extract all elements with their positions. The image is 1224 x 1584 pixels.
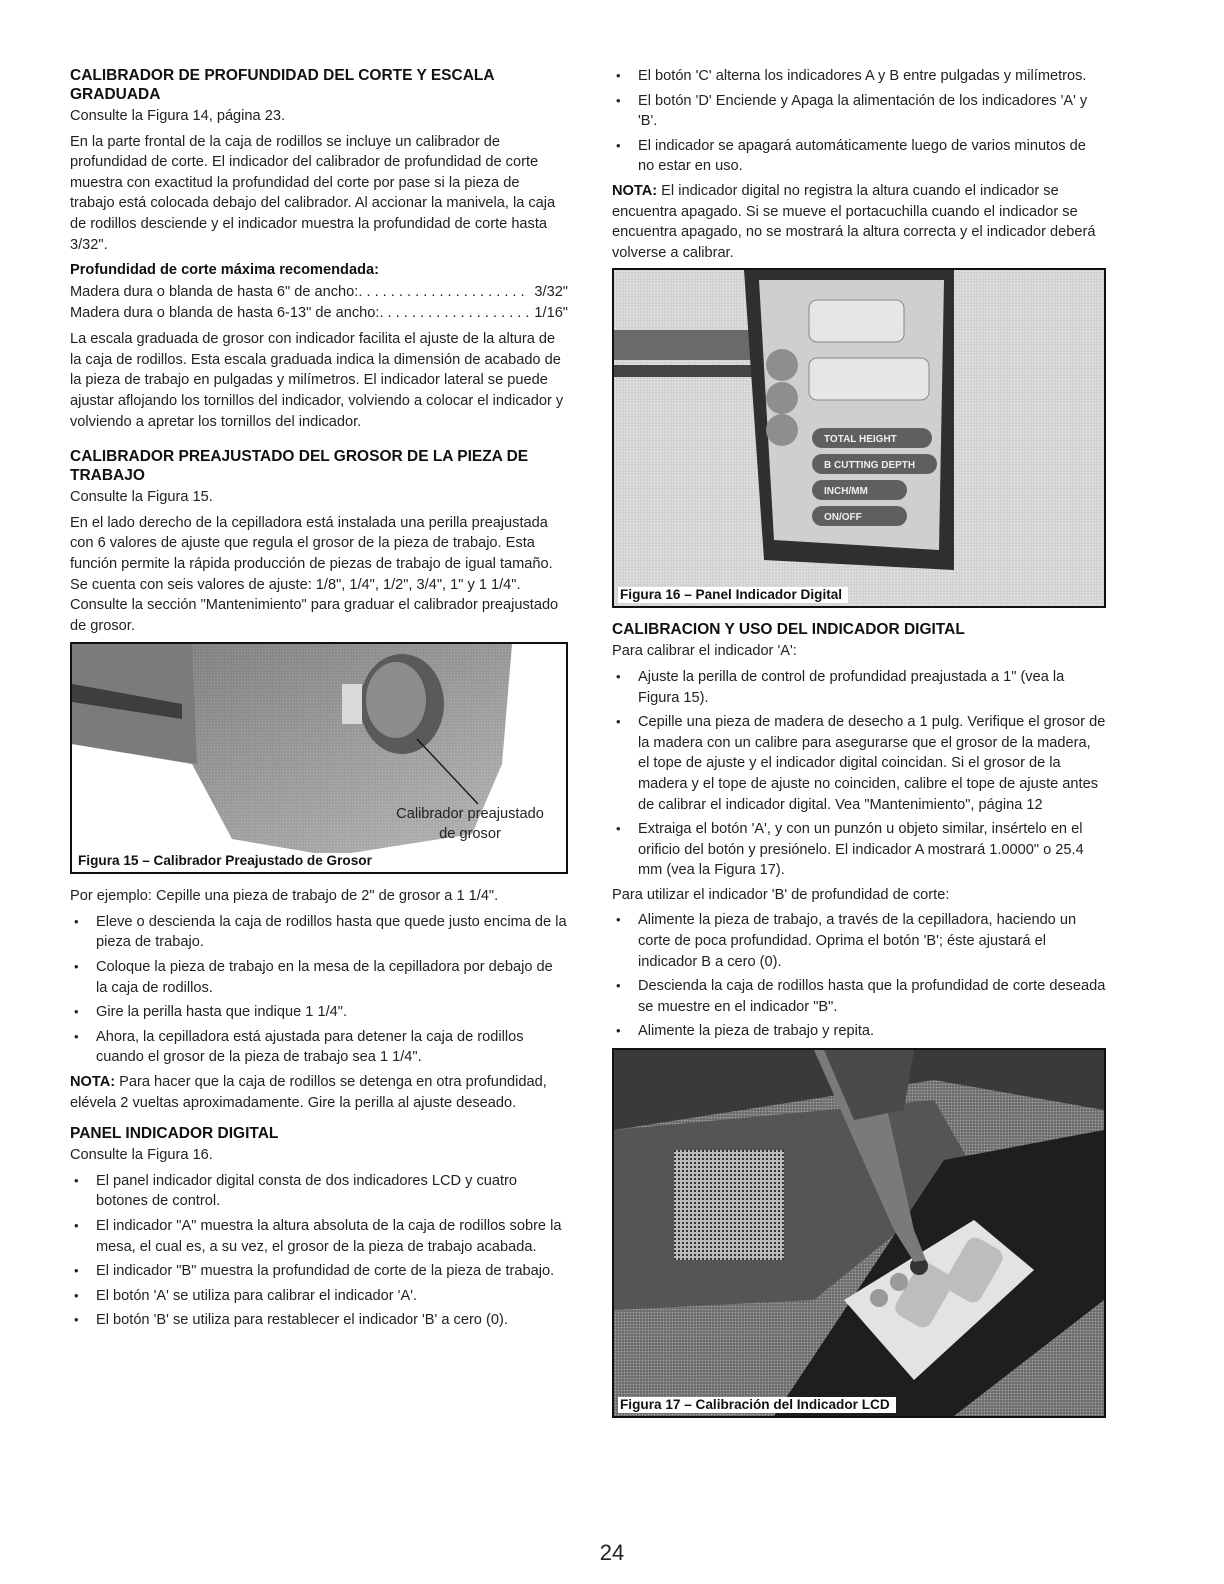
section-title-calibration: CALIBRACION Y USO DEL INDICADOR DIGITAL [612, 621, 965, 639]
figure-15-callout [372, 804, 568, 844]
bullet-list-panel [70, 1171, 568, 1331]
note-label: NOTA: [70, 1074, 116, 1091]
figure-16-illustration [614, 270, 1104, 606]
list-item: • El botón 'C' alterna los indicadores A y B entre pulgadas y milímetros. [612, 66, 1106, 87]
left-column [70, 66, 568, 1335]
paragraph: En el lado derecho de la cepilladora está instalada una perilla preajustada con 6 valores de ajuste que regula el grosor de la pieza de trabajo. Esta función permite la rápida producción de piezas de trabajo de igual tamaño. Se cuenta con seis valores de ajuste: 1/8", 1/4", 1/2", 3/4", 1" y 1 1/4". Consulte la sección "Mantenimiento" para graduar el calibrador preajustado de grosor. [70, 514, 559, 634]
bullet-list-use-b [612, 910, 1106, 1042]
figure-17-caption: Figura 17 – Calibración del Indicador LCD [618, 1397, 896, 1413]
list-item: • El indicador "A" muestra la altura absoluta de la caja de rodillos sobre la mesa, el cual es, a su vez, el grosor de la pieza de trabajo acabada. [70, 1216, 568, 1257]
list-item: • Gire la perilla hasta que indique 1 1/4". [70, 1002, 568, 1023]
panel-label-on-off: ON/OFF [824, 512, 862, 524]
list-item: • El indicador "B" muestra la profundidad de corte de la pieza de trabajo. [70, 1261, 568, 1282]
note-paragraph [70, 1072, 568, 1113]
figure-17-illustration [614, 1050, 1104, 1416]
note-paragraph [612, 181, 1106, 263]
list-item: • Cepille una pieza de madera de desecho a 1 pulg. Verifique el grosor de la madera con un calibre para asegurarse que el grosor de la madera, el tope de ajuste y el indicador digital coincidan. Si el grosor de la madera y el tope de ajuste no coinciden, calibre el tope de ajuste antes de calibrar el indicador digital. Vea "Mantenimiento", página 12 [612, 712, 1106, 815]
spec-label: Madera dura o blanda de hasta 6" de ancho: [70, 284, 359, 301]
intro-paragraph: Para calibrar el indicador 'A': [612, 643, 797, 660]
figure-16 [612, 268, 1106, 608]
list-item: • El panel indicador digital consta de dos indicadores LCD y cuatro botones de control. [70, 1171, 568, 1212]
list-item: • Coloque la pieza de trabajo en la mesa de la cepilladora por debajo de la caja de rodillos. [70, 957, 568, 998]
paragraph: En la parte frontal de la caja de rodillos se incluye un calibrador de profundidad de corte. El indicador del calibrador de profundidad de corte muestra con exactitud la profundidad del corte por pase si la pieza de trabajo está colocada debajo del calibrador. Al accionar la manivela, la caja de rodillos desciende y el indicador muestra la profundidad de corte hasta 3/32". [70, 133, 556, 253]
spec-value: 3/32" [534, 284, 568, 301]
paragraph: La escala graduada de grosor con indicador facilita el ajuste de la altura de la caja de rodillos. Esta escala graduada indica la dimensión de acabado de la pieza de trabajo en pulgadas y milímetros. El indicador lateral se puede ajustar aflojando los tornillos del indicador, volviendo a colocar el indicador y volviendo a apretar los tornillos del indicador. [70, 331, 564, 430]
panel-label-total-height: TOTAL HEIGHT [824, 434, 897, 446]
intro-paragraph: Para utilizar el indicador 'B' de profundidad de corte: [612, 886, 950, 903]
list-item: • El indicador se apagará automáticamente luego de varios minutos de no estar en uso. [612, 136, 1106, 177]
list-item: • Descienda la caja de rodillos hasta que la profundidad de corte deseada se muestre en el indicador "B". [612, 976, 1106, 1017]
panel-label-cutting-depth: B CUTTING DEPTH [824, 460, 916, 472]
spec-row [70, 282, 568, 303]
right-column [612, 66, 1106, 1418]
list-item: • Extraiga el botón 'A', y con un punzón u objeto similar, insértelo en el orificio del botón y presiónelo. El indicador A mostrará 1.0000" o 25.4 mm (vea la Figura 17). [612, 819, 1106, 881]
callout-line: Calibrador preajustado [396, 806, 544, 823]
subheading-max-depth: Profundidad de corte máxima recomendada: [70, 262, 379, 279]
bullet-list-calibrate-a [612, 667, 1106, 881]
list-item: • Alimente la pieza de trabajo, a través de la cepilladora, haciendo un corte de poca profundidad. Oprima el botón 'B'; éste ajustará el indicador B a cero (0). [612, 910, 1106, 972]
spec-value: 1/16" [534, 305, 568, 322]
figure-17 [612, 1048, 1106, 1418]
note-label: NOTA: [612, 182, 658, 199]
list-item: • El botón 'B' se utiliza para restablecer el indicador 'B' a cero (0). [70, 1310, 568, 1331]
section-title-preset-gauge: CALIBRADOR PREAJUSTADO DEL GROSOR DE LA PIEZA DE TRABAJO [70, 448, 529, 485]
spec-label: Madera dura o blanda de hasta 6-13" de ancho: [70, 305, 380, 322]
bullet-list-preset [70, 912, 568, 1068]
list-item: • Ajuste la perilla de control de profundidad preajustada a 1" (vea la Figura 15). [612, 667, 1106, 708]
list-item: • El botón 'D' Enciende y Apaga la alimentación de los indicadores 'A' y 'B'. [612, 91, 1106, 132]
note-text: El indicador digital no registra la altura cuando el indicador se encuentra apagado. Si se mueve el portacuchilla cuando el indicador se encuentra apagado, no se mostrará la altura correcta y el indicador deberá volverse a calibrar. [612, 182, 1096, 261]
callout-line: de grosor [439, 826, 501, 843]
section-title-digital-panel: PANEL INDICADOR DIGITAL [70, 1125, 279, 1143]
note-text: Para hacer que la caja de rodillos se detenga en otra profundidad, elévela 2 vueltas aproximadamente. Gire la perilla al ajuste deseado. [70, 1074, 547, 1111]
leader-dots [358, 282, 530, 303]
page-number: 24 [599, 1540, 625, 1565]
leader-dots [379, 303, 530, 324]
list-item: • Ahora, la cepilladora está ajustada para detener la caja de rodillos cuando el grosor de la pieza de trabajo sea 1 1/4". [70, 1027, 568, 1068]
list-item: • Alimente la pieza de trabajo y repita. [612, 1021, 1106, 1042]
section-title-depth-gauge: CALIBRADOR DE PROFUNDIDAD DEL CORTE Y ESCALA GRADUADA [70, 67, 494, 103]
section-ref: Consulte la Figura 14, página 23. [70, 108, 285, 124]
panel-label-inch-mm: INCH/MM [824, 486, 868, 498]
section-ref: Consulte la Figura 15. [70, 489, 213, 506]
spec-row [70, 303, 568, 324]
bullet-list-buttons [612, 66, 1106, 177]
figure-15 [70, 642, 568, 874]
section-ref: Consulte la Figura 16. [70, 1147, 213, 1164]
figure-16-caption: Figura 16 – Panel Indicador Digital [618, 587, 848, 603]
figure-15-caption: Figura 15 – Calibrador Preajustado de Grosor [76, 853, 378, 869]
list-item: • Eleve o descienda la caja de rodillos hasta que quede justo encima de la pieza de trabajo. [70, 912, 568, 953]
paragraph: Por ejemplo: Cepille una pieza de trabajo de 2" de grosor a 1 1/4". [70, 888, 499, 905]
list-item: • El botón 'A' se utiliza para calibrar el indicador 'A'. [70, 1286, 568, 1307]
